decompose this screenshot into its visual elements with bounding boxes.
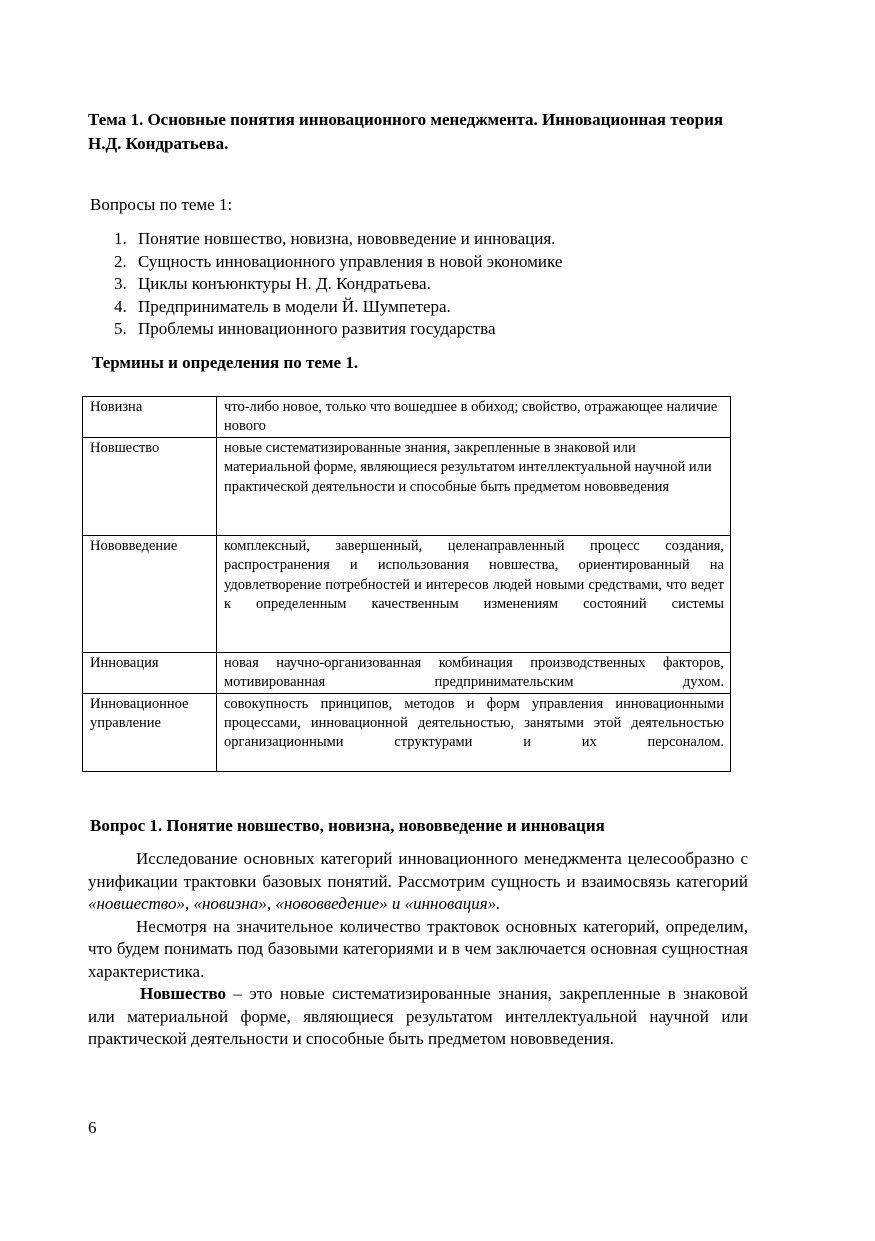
terms-title: Термины и определения по теме 1. [92,353,359,372]
questions-list [114,228,562,341]
paragraph [88,848,748,916]
section-title: Вопрос 1. Понятие новшество, новизна, нововведение и инновация [90,816,605,835]
questions-title: Вопросы по теме 1: [90,195,233,214]
table-row [83,652,731,693]
topic-heading: Тема 1. Основные понятия инновационного менеджмента. Инновационная теория Н.Д. Кондратьева. [88,110,724,153]
list-item [114,296,562,319]
list-item [114,228,562,251]
terms-table [82,396,731,772]
list-item [114,251,562,274]
table-row [83,397,731,438]
term-cell: Нововведение [83,535,217,652]
list-item-number: 5. [114,319,127,338]
list-item-text: Понятие новшество, новизна, нововведение и инновация. [138,229,556,248]
term-cell: Новизна [83,397,217,438]
term-cell: Новшество [83,437,217,535]
list-item-number: 3. [114,274,127,293]
definition-cell: что-либо новое, только что вошедшее в обиход; свойство, отражающее наличие нового [217,397,731,438]
body-text [88,848,748,1051]
paragraph [88,983,748,1051]
paragraph: Несмотря на значительное количество трактовок основных категорий, определим, что будем понимать под базовыми категориями и в чем заключается основная сущностная характеристика. [88,916,748,981]
definition-cell: комплексный, завершенный, целенаправленный процесс создания, распространения и использования новшества, ориентированный на удовлетворение потребностей и интересов людей новыми средствами, что ведет к определенным качественным изменениям состояний системы [217,535,731,652]
term-bold: Новшество [140,984,227,1003]
paragraph-italic-terms: «новшество», «новизна», «нововведение» и «инновация». [88,894,501,913]
list-item-number: 1. [114,229,127,248]
list-item-text: Проблемы инновационного развития государства [138,319,496,338]
list-item-text: Сущность инновационного управления в новой экономике [138,251,563,271]
definition-cell: новая научно-организованная комбинация производственных факторов, мотивированная предпринимательским духом. [217,652,731,693]
term-cell: Инновационное управление [83,693,217,771]
paragraph-text: Исследование основных категорий инновационного менеджмента целесообразно с унификации трактовки базовых понятий. Рассмотрим сущность и взаимосвязь категорий [88,849,748,891]
list-item [114,318,562,341]
definition-cell: совокупность принципов, методов и форм управления инновационными процессами, инновационной деятельностью, занятыми этой деятельностью организационными структурами и их персоналом. [217,693,731,771]
paragraph-text: – это новые систематизированные знания, закрепленные в знаковой или материальной форме, являющиеся результатом интеллектуальной научной или практической деятельности и способные быть предметом нововведения. [88,984,748,1048]
list-item-number: 2. [114,251,127,271]
table-row [83,693,731,771]
definition-cell: новые систематизированные знания, закрепленные в знаковой или материальной форме, являющиеся результатом интеллектуальной научной или практической деятельности и способные быть предметом нововведения [217,437,731,535]
list-item [114,273,562,296]
term-cell: Инновация [83,652,217,693]
list-item-text: Предприниматель в модели Й. Шумпетера. [138,296,451,316]
list-item-number: 4. [114,296,127,316]
table-row [83,535,731,652]
table-row [83,437,731,535]
list-item-text: Циклы конъюнктуры Н. Д. Кондратьева. [138,274,431,293]
page-number: 6 [88,1118,97,1137]
